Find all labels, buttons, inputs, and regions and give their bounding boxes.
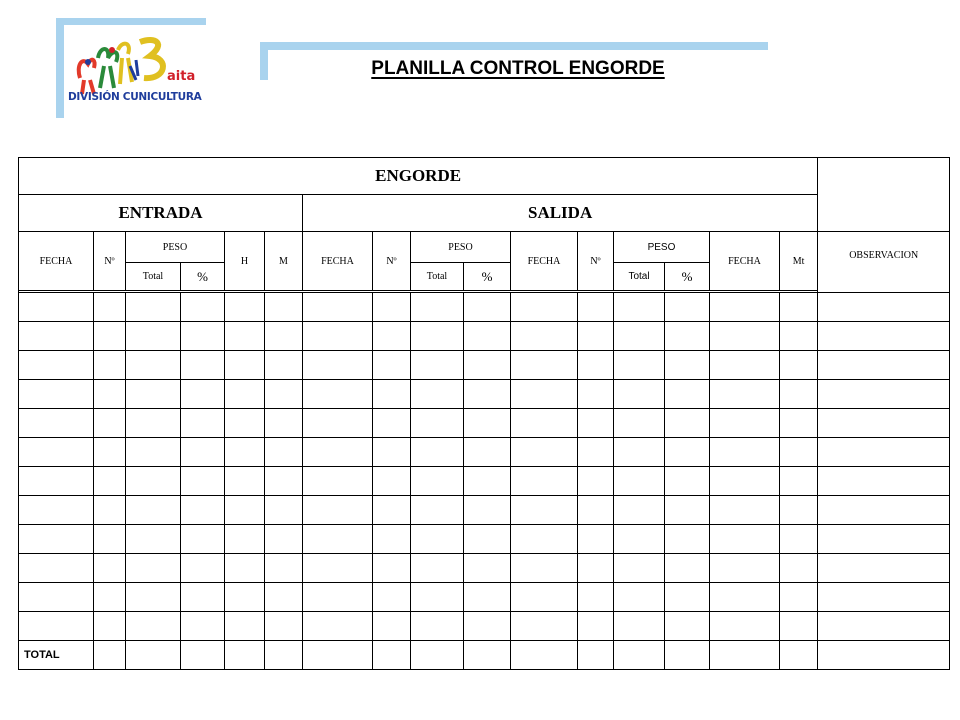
logo-caption: DIVISIÓN CUNICULTURA [68,91,202,103]
table-cell[interactable] [94,525,126,554]
table-cell[interactable] [578,293,614,322]
table-row [19,438,950,467]
table-cell[interactable] [614,554,665,583]
engorde-table [18,157,950,670]
table-cell[interactable] [614,380,665,409]
table-cell[interactable] [511,612,578,641]
page-title: PLANILLA CONTROL ENGORDE [371,58,665,79]
table-cell[interactable] [373,554,411,583]
table-cell[interactable] [19,380,94,409]
table-cell[interactable] [464,438,511,467]
table-cell[interactable] [614,467,665,496]
table-cell[interactable] [614,438,665,467]
table-cell[interactable] [265,438,303,467]
table-cell[interactable] [303,467,373,496]
table-cell[interactable] [511,554,578,583]
table-cell[interactable] [225,612,265,641]
table-cell[interactable] [181,438,225,467]
table-cell[interactable] [665,641,710,670]
table-cell[interactable] [181,293,225,322]
col-numero-salida-1: Nº [373,232,411,291]
logo-frame-left [56,18,64,118]
table-cell[interactable] [818,496,950,525]
table-cell[interactable] [511,496,578,525]
table-cell[interactable] [225,525,265,554]
table-cell[interactable] [94,409,126,438]
table-cell[interactable] [818,525,950,554]
table-cell[interactable] [19,438,94,467]
table-cell[interactable] [780,322,818,351]
table-cell[interactable] [126,322,181,351]
table-cell[interactable] [511,322,578,351]
table-cell[interactable] [578,641,614,670]
table-cell[interactable] [373,496,411,525]
table-cell[interactable] [303,583,373,612]
table-cell[interactable] [265,641,303,670]
table-cell[interactable] [126,380,181,409]
table-cell[interactable] [780,641,818,670]
header-row-sections [19,195,950,232]
table-cell[interactable] [225,409,265,438]
table-cell[interactable] [373,380,411,409]
table-cell[interactable] [614,351,665,380]
table-cell[interactable] [665,554,710,583]
table-cell[interactable] [94,612,126,641]
header-row-fields [19,232,950,263]
table-cell[interactable] [665,322,710,351]
table-cell[interactable] [511,409,578,438]
table-cell[interactable] [614,409,665,438]
table-cell[interactable] [464,380,511,409]
table-cell[interactable] [578,583,614,612]
table-cell[interactable] [464,641,511,670]
table-row [19,554,950,583]
table-cell[interactable] [373,467,411,496]
table-cell[interactable] [181,612,225,641]
table-cell[interactable] [265,293,303,322]
table-cell[interactable] [710,612,780,641]
table-cell[interactable] [126,641,181,670]
table-cell[interactable] [181,351,225,380]
table-cell[interactable] [818,641,950,670]
col-fecha-salida-3: FECHA [710,232,780,291]
table-cell[interactable] [411,438,464,467]
table-cell[interactable] [818,293,950,322]
table-cell[interactable] [578,554,614,583]
table-cell[interactable] [665,438,710,467]
table-cell[interactable] [94,322,126,351]
table-cell[interactable] [303,351,373,380]
table-cell[interactable] [464,525,511,554]
col-peso-pct-entrada: % [181,263,225,291]
table-cell[interactable] [780,525,818,554]
table-cell[interactable] [265,583,303,612]
table-cell[interactable] [578,438,614,467]
table-cell[interactable] [665,525,710,554]
col-m: M [265,232,303,291]
col-peso-total-salida-2: Total [614,263,665,291]
table-cell[interactable] [411,467,464,496]
table-cell[interactable] [225,583,265,612]
table-row [19,583,950,612]
col-fecha-entrada: FECHA [19,232,94,291]
table-cell[interactable] [578,496,614,525]
table-cell[interactable] [126,467,181,496]
table-cell[interactable] [578,322,614,351]
col-peso-entrada: PESO [126,232,225,263]
table-cell[interactable] [94,496,126,525]
table-cell[interactable] [303,322,373,351]
table-cell[interactable] [126,293,181,322]
table-cell[interactable] [614,641,665,670]
table-cell[interactable] [464,351,511,380]
table-cell[interactable] [780,554,818,583]
table-cell[interactable] [578,409,614,438]
table-cell[interactable] [126,583,181,612]
table-cell[interactable] [373,438,411,467]
table-cell[interactable] [94,293,126,322]
col-h: H [225,232,265,291]
table-cell[interactable] [578,380,614,409]
table-cell[interactable] [265,351,303,380]
table-cell[interactable] [464,496,511,525]
table-cell[interactable] [780,438,818,467]
table-cell[interactable] [181,525,225,554]
table-cell[interactable] [511,438,578,467]
table-cell[interactable] [578,351,614,380]
table-cell[interactable] [464,322,511,351]
table-cell[interactable] [411,496,464,525]
table-cell[interactable] [225,322,265,351]
table-cell[interactable] [373,583,411,612]
table-cell[interactable] [181,380,225,409]
table-cell[interactable] [181,554,225,583]
logo-word: aita [167,69,196,84]
table-cell[interactable] [411,554,464,583]
table-cell[interactable] [303,438,373,467]
total-row [19,641,950,670]
table-cell[interactable] [710,380,780,409]
table-cell[interactable] [578,612,614,641]
table-cell[interactable] [710,322,780,351]
table-cell[interactable] [94,554,126,583]
table-cell[interactable] [181,409,225,438]
table-cell[interactable] [265,612,303,641]
table-cell[interactable] [511,641,578,670]
header-salida: SALIDA [303,195,818,232]
table-cell[interactable] [578,525,614,554]
logo-frame-top [56,18,206,25]
table-body [19,293,950,641]
table-cell[interactable] [411,409,464,438]
col-peso-salida-1: PESO [411,232,511,263]
table-cell[interactable] [19,583,94,612]
table-cell[interactable] [710,641,780,670]
table-cell[interactable] [780,380,818,409]
table-cell[interactable] [780,467,818,496]
col-fecha-salida-2: FECHA [511,232,578,291]
table-cell[interactable] [411,525,464,554]
table-cell[interactable] [780,351,818,380]
table-cell[interactable] [665,351,710,380]
table-cell[interactable] [710,293,780,322]
table-cell[interactable] [710,409,780,438]
table-cell[interactable] [614,496,665,525]
table-cell[interactable] [464,467,511,496]
table-cell[interactable] [19,467,94,496]
title-frame-top [260,42,768,50]
table-cell[interactable] [614,583,665,612]
table-cell[interactable] [265,525,303,554]
table-cell[interactable] [303,525,373,554]
table-cell[interactable] [94,351,126,380]
table-cell[interactable] [411,293,464,322]
table-cell[interactable] [665,583,710,612]
table-cell[interactable] [303,496,373,525]
header-entrada: ENTRADA [19,195,303,232]
col-numero-salida-2: Nº [578,232,614,291]
table-cell[interactable] [181,467,225,496]
table-cell[interactable] [411,351,464,380]
table-cell[interactable] [614,322,665,351]
table-cell[interactable] [665,409,710,438]
table-cell[interactable] [126,496,181,525]
table-cell[interactable] [464,554,511,583]
table-cell[interactable] [710,583,780,612]
table-cell[interactable] [94,641,126,670]
table-cell[interactable] [710,467,780,496]
table-cell[interactable] [126,409,181,438]
table-cell[interactable] [614,293,665,322]
table-cell[interactable] [665,293,710,322]
table-cell[interactable] [818,583,950,612]
table-cell[interactable] [710,554,780,583]
table-cell[interactable] [94,583,126,612]
col-fecha-salida-1: FECHA [303,232,373,291]
col-numero-entrada: Nº [94,232,126,291]
table-row [19,496,950,525]
table-cell[interactable] [511,351,578,380]
table-cell[interactable] [411,612,464,641]
table-cell[interactable] [126,554,181,583]
table-cell[interactable] [780,583,818,612]
table-cell[interactable] [511,380,578,409]
table-cell[interactable] [578,467,614,496]
table-cell[interactable] [411,583,464,612]
table-cell[interactable] [818,380,950,409]
table-row [19,293,950,322]
table-cell[interactable] [411,322,464,351]
table-cell[interactable] [303,380,373,409]
table-cell[interactable] [464,583,511,612]
table-cell[interactable] [225,438,265,467]
table-cell[interactable] [19,554,94,583]
table-row [19,409,950,438]
table-cell[interactable] [94,467,126,496]
table-cell[interactable] [126,438,181,467]
table-cell[interactable] [225,554,265,583]
table-cell[interactable] [126,612,181,641]
table-cell[interactable] [181,496,225,525]
table-cell[interactable] [94,380,126,409]
table-cell[interactable] [373,409,411,438]
table-cell[interactable] [818,322,950,351]
table-cell[interactable] [265,467,303,496]
table-cell[interactable] [126,351,181,380]
table-cell[interactable] [464,612,511,641]
table-cell[interactable] [265,554,303,583]
table-cell[interactable] [710,525,780,554]
table-cell[interactable] [19,496,94,525]
table-cell[interactable] [373,612,411,641]
table-cell[interactable] [511,293,578,322]
table-cell[interactable] [303,409,373,438]
table-cell[interactable] [780,612,818,641]
table-cell[interactable] [265,380,303,409]
table-cell[interactable] [181,322,225,351]
table-cell[interactable] [303,612,373,641]
table-cell[interactable] [818,438,950,467]
table-cell[interactable] [511,525,578,554]
col-peso-total-salida-1: Total [411,263,464,291]
header-row-engorde [19,158,950,195]
table-cell[interactable] [373,525,411,554]
table-cell[interactable] [265,496,303,525]
table-cell[interactable] [710,496,780,525]
table-cell[interactable] [265,322,303,351]
table-cell[interactable] [411,641,464,670]
table-cell[interactable] [511,467,578,496]
table-cell[interactable] [818,409,950,438]
table-cell[interactable] [225,641,265,670]
table-cell[interactable] [614,612,665,641]
table-cell[interactable] [19,293,94,322]
table-cell[interactable] [464,293,511,322]
col-peso-pct-salida-1: % [464,263,511,291]
table-cell[interactable] [19,322,94,351]
col-mt: Mt [780,232,818,291]
table-cell[interactable] [818,554,950,583]
header-engorde: ENGORDE [19,158,818,195]
col-observacion: OBSERVACION [818,232,950,293]
table-cell[interactable] [818,612,950,641]
table-cell[interactable] [665,612,710,641]
table-cell[interactable] [614,525,665,554]
col-peso-salida-2: PESO [614,232,710,263]
table-cell[interactable] [373,641,411,670]
table-row [19,380,950,409]
table-cell[interactable] [665,380,710,409]
table-cell[interactable] [818,467,950,496]
table-cell[interactable] [464,409,511,438]
table-cell[interactable] [225,380,265,409]
table-cell[interactable] [411,380,464,409]
table-cell[interactable] [94,438,126,467]
col-peso-pct-salida-2: % [665,263,710,291]
table-row [19,351,950,380]
table-cell[interactable] [225,293,265,322]
table-cell[interactable] [665,467,710,496]
table-row [19,322,950,351]
table-cell[interactable] [665,496,710,525]
table-cell[interactable] [225,351,265,380]
table-cell[interactable] [225,467,265,496]
table-cell[interactable] [181,641,225,670]
table-cell[interactable] [225,496,265,525]
table-cell[interactable] [265,409,303,438]
table-cell[interactable] [303,641,373,670]
table-cell[interactable] [126,525,181,554]
table-row [19,467,950,496]
table-cell[interactable] [818,351,950,380]
table-row [19,525,950,554]
table-cell[interactable] [780,293,818,322]
table-row [19,612,950,641]
table-cell[interactable] [710,351,780,380]
table-cell[interactable] [373,293,411,322]
table-cell[interactable] [780,409,818,438]
table-cell[interactable] [373,351,411,380]
table-cell[interactable] [19,351,94,380]
table-cell[interactable] [303,293,373,322]
col-peso-total-entrada: Total [126,263,181,291]
title-frame-left [260,42,268,80]
total-row-label: TOTAL [19,641,94,670]
table-cell[interactable] [303,554,373,583]
table-cell[interactable] [181,583,225,612]
table-cell[interactable] [511,583,578,612]
table-cell[interactable] [710,438,780,467]
table-cell[interactable] [19,612,94,641]
table-cell[interactable] [373,322,411,351]
header-blank [818,158,950,232]
table-cell[interactable] [780,496,818,525]
table-cell[interactable] [19,409,94,438]
table-cell[interactable] [19,525,94,554]
